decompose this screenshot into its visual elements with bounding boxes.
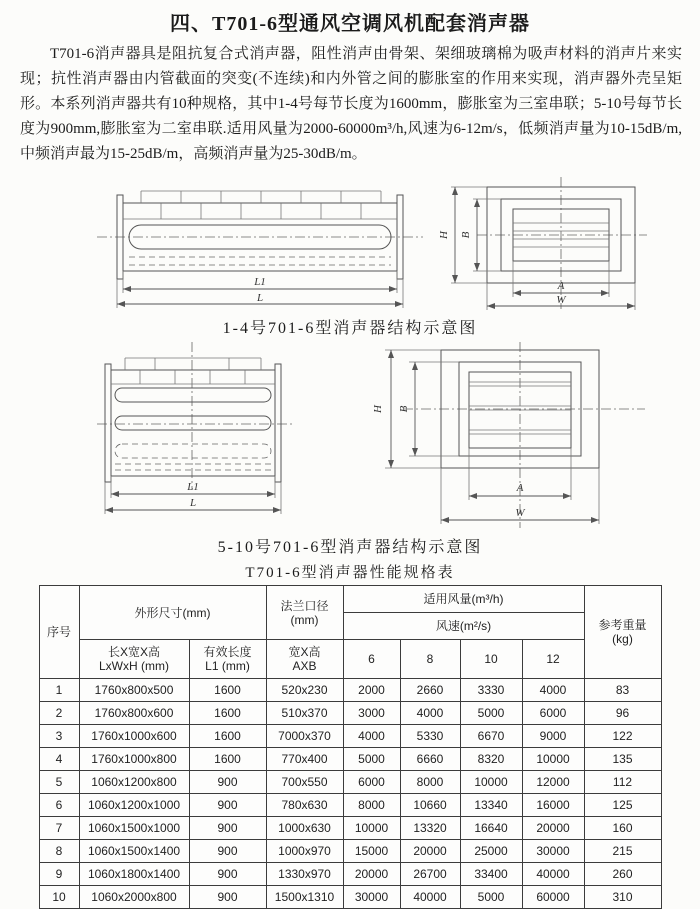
flange-group-line1: 法兰口径 xyxy=(280,598,329,613)
table-cell: 900 xyxy=(189,794,266,817)
dim-label-l1: L1 xyxy=(187,481,199,493)
table-cell: 510x370 xyxy=(266,702,343,725)
dim-label-b: B xyxy=(398,405,410,413)
table-cell: 3330 xyxy=(460,679,522,702)
figure-2-caption: 5-10号701-6型消声器结构示意图 xyxy=(217,539,483,556)
table-cell: 83 xyxy=(584,679,661,702)
spec-table-body xyxy=(39,679,661,909)
col-header-windspeed-group: 风速(m²/s) xyxy=(343,613,584,640)
table-cell: 1060x2000x800 xyxy=(79,886,189,909)
table-cell: 780x630 xyxy=(266,794,343,817)
table-cell: 25000 xyxy=(460,840,522,863)
table-cell: 8000 xyxy=(400,771,460,794)
table-cell: 6660 xyxy=(400,748,460,771)
table-cell: 1 xyxy=(39,679,79,702)
lwh-line1: 长X宽X高 xyxy=(107,645,160,659)
table-cell: 2660 xyxy=(400,679,460,702)
table-cell: 3000 xyxy=(343,702,400,725)
col-header-outline-group: 外形尺寸(mm) xyxy=(79,586,266,640)
table-cell: 1760x800x500 xyxy=(79,679,189,702)
table-cell: 125 xyxy=(584,794,661,817)
table-row xyxy=(39,794,661,817)
table-cell: 1060x1800x1400 xyxy=(79,863,189,886)
table-cell: 770x400 xyxy=(266,748,343,771)
table-cell: 8000 xyxy=(343,794,400,817)
silencer-side-view-1 xyxy=(95,175,425,313)
table-cell: 96 xyxy=(584,702,661,725)
table-cell: 8320 xyxy=(460,748,522,771)
table-cell: 13340 xyxy=(460,794,522,817)
table-cell: 13320 xyxy=(400,817,460,840)
table-cell: 5000 xyxy=(460,702,522,725)
silencer-cross-section-1 xyxy=(425,175,675,313)
dimension-l xyxy=(105,497,281,513)
table-cell: 5000 xyxy=(460,886,522,909)
table-cell: 2000 xyxy=(343,679,400,702)
table-cell: 10000 xyxy=(343,817,400,840)
table-cell: 900 xyxy=(189,771,266,794)
figure-1-caption: 1-4号701-6型消声器结构示意图 xyxy=(222,320,478,337)
table-cell: 160 xyxy=(584,817,661,840)
table-cell: 112 xyxy=(584,771,661,794)
table-cell: 3 xyxy=(39,725,79,748)
col-header-speed-12: 12 xyxy=(522,640,584,679)
table-cell: 6000 xyxy=(522,702,584,725)
splitter xyxy=(115,444,271,458)
table-cell: 8 xyxy=(39,840,79,863)
table-cell: 6 xyxy=(39,794,79,817)
table-cell: 215 xyxy=(584,840,661,863)
table-row xyxy=(39,702,661,725)
col-header-flange-group xyxy=(266,586,343,640)
dim-label-w: W xyxy=(515,507,525,519)
table-cell: 900 xyxy=(189,863,266,886)
table-row xyxy=(39,725,661,748)
col-header-speed-6: 6 xyxy=(343,640,400,679)
table-cell: 30000 xyxy=(343,886,400,909)
dimension-l1 xyxy=(111,481,275,497)
table-cell: 260 xyxy=(584,863,661,886)
table-cell: 1600 xyxy=(189,702,266,725)
splitter xyxy=(115,388,271,402)
col-header-weight xyxy=(584,586,661,679)
flange-sub-line2: AXB xyxy=(292,659,317,673)
dim-label-l1: L1 xyxy=(254,276,266,288)
table-row xyxy=(39,863,661,886)
spec-table xyxy=(39,585,662,909)
table-cell: 520x230 xyxy=(266,679,343,702)
dim-label-a: A xyxy=(557,280,565,292)
spec-table-title: T701-6型消声器性能规格表 xyxy=(245,565,455,581)
dimension-l1 xyxy=(123,276,397,292)
table-row xyxy=(39,679,661,702)
table-row xyxy=(39,840,661,863)
col-header-efflen xyxy=(189,640,266,679)
table-cell: 2 xyxy=(39,702,79,725)
table-cell: 10000 xyxy=(460,771,522,794)
flange-group-line2: (mm) xyxy=(290,612,319,627)
table-cell: 1600 xyxy=(189,679,266,702)
table-cell: 10 xyxy=(39,886,79,909)
weight-line2: (kg) xyxy=(612,632,633,646)
table-cell: 5 xyxy=(39,771,79,794)
table-cell: 1760x1000x800 xyxy=(79,748,189,771)
table-cell: 6000 xyxy=(343,771,400,794)
dim-label-h: H xyxy=(438,231,450,239)
col-header-airflow-group: 适用风量(m³/h) xyxy=(343,586,584,613)
efflen-line2: L1 (mm) xyxy=(205,659,250,673)
table-cell: 16000 xyxy=(522,794,584,817)
silencer-cross-section-2 xyxy=(363,340,653,532)
table-cell: 310 xyxy=(584,886,661,909)
table-cell: 1600 xyxy=(189,725,266,748)
col-header-seq: 序号 xyxy=(39,586,79,679)
figure-2 xyxy=(95,340,700,532)
table-row xyxy=(39,886,661,909)
table-cell: 20000 xyxy=(522,817,584,840)
table-cell: 20000 xyxy=(400,840,460,863)
dimension-a xyxy=(513,261,609,297)
table-cell: 135 xyxy=(584,748,661,771)
table-cell: 12000 xyxy=(522,771,584,794)
table-cell: 26700 xyxy=(400,863,460,886)
splitter xyxy=(115,416,271,430)
col-header-speed-8: 8 xyxy=(400,640,460,679)
silencer-body xyxy=(111,370,275,476)
flange-sub-line1: 宽X高 xyxy=(288,645,321,659)
table-row xyxy=(39,817,661,840)
dim-label-h: H xyxy=(372,405,384,413)
table-cell: 60000 xyxy=(522,886,584,909)
table-cell: 1060x1200x1000 xyxy=(79,794,189,817)
table-cell: 900 xyxy=(189,886,266,909)
table-row xyxy=(39,748,661,771)
dim-label-a: A xyxy=(516,482,524,494)
dim-label-w: W xyxy=(556,294,566,306)
table-cell: 1060x1500x1000 xyxy=(79,817,189,840)
table-cell: 9 xyxy=(39,863,79,886)
table-cell: 122 xyxy=(584,725,661,748)
col-header-flange-sub xyxy=(266,640,343,679)
table-cell: 33400 xyxy=(460,863,522,886)
dim-label-l: L xyxy=(256,292,264,304)
page-title: 四、T701-6型通风空调风机配套消声器 xyxy=(170,13,530,35)
col-header-lwh xyxy=(79,640,189,679)
table-cell: 1000x970 xyxy=(266,840,343,863)
table-cell: 5330 xyxy=(400,725,460,748)
dimension-l xyxy=(117,292,403,307)
table-cell: 900 xyxy=(189,817,266,840)
table-cell: 10000 xyxy=(522,748,584,771)
table-cell: 4 xyxy=(39,748,79,771)
table-cell: 1330x970 xyxy=(266,863,343,886)
table-row xyxy=(39,771,661,794)
dim-label-b: B xyxy=(460,231,472,239)
table-cell: 9000 xyxy=(522,725,584,748)
table-cell: 1000x630 xyxy=(266,817,343,840)
table-cell: 40000 xyxy=(400,886,460,909)
flange-right xyxy=(275,364,281,482)
intro-paragraph: T701-6消声器具是阻抗复合式消声器，阻性消声由骨架、架细玻璃棉为吸声材料的消声片来实现；抗性消声器由内管截面的突变(不连续)和内外管之间的膨胀室的作用来实现，消声器外壳呈矩形。本系列消声器共有10种规格，其中1-4号每节长度为1600mm，膨胀室为三室串联；5-10号每节长度为900mm,膨胀室为二室串联.适用风量为2000-60000m³/h,风速为6-12m/s，低频消声量为10-15dB/m,中频消声最为15-25dB/m，高频消声量为25-30dB/m。 xyxy=(20,46,682,162)
table-cell: 7 xyxy=(39,817,79,840)
table-cell: 1060x1500x1400 xyxy=(79,840,189,863)
table-cell: 900 xyxy=(189,840,266,863)
spec-table-header xyxy=(39,586,661,679)
table-cell: 16640 xyxy=(460,817,522,840)
dim-label-l: L xyxy=(189,497,197,509)
figure-1 xyxy=(95,175,700,313)
table-cell: 1760x800x600 xyxy=(79,702,189,725)
silencer-side-view-2 xyxy=(95,340,295,520)
weight-line1: 参考重量 xyxy=(598,618,647,632)
table-cell: 4000 xyxy=(400,702,460,725)
table-cell: 4000 xyxy=(522,679,584,702)
lwh-line2: LxWxH (mm) xyxy=(99,659,169,673)
efflen-line1: 有效长度 xyxy=(203,645,252,659)
table-cell: 7000x370 xyxy=(266,725,343,748)
table-cell: 1060x1200x800 xyxy=(79,771,189,794)
table-cell: 30000 xyxy=(522,840,584,863)
table-cell: 1500x1310 xyxy=(266,886,343,909)
table-cell: 4000 xyxy=(343,725,400,748)
table-cell: 10660 xyxy=(400,794,460,817)
col-header-speed-10: 10 xyxy=(460,640,522,679)
table-cell: 20000 xyxy=(343,863,400,886)
table-cell: 700x550 xyxy=(266,771,343,794)
table-cell: 40000 xyxy=(522,863,584,886)
table-cell: 1600 xyxy=(189,748,266,771)
table-cell: 5000 xyxy=(343,748,400,771)
table-cell: 1760x1000x600 xyxy=(79,725,189,748)
table-cell: 6670 xyxy=(460,725,522,748)
table-cell: 15000 xyxy=(343,840,400,863)
flange-left xyxy=(105,364,111,482)
